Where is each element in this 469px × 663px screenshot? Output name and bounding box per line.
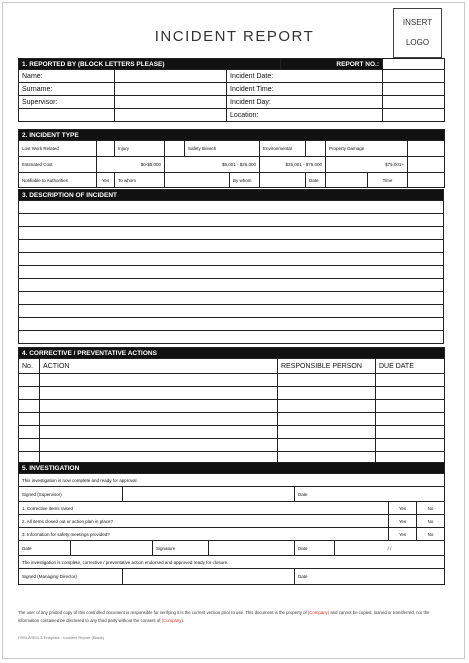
surname-field[interactable] — [115, 83, 227, 96]
type-environmental: Environmental — [260, 141, 306, 157]
check-1-no[interactable]: No — [417, 502, 445, 515]
check-1-label: 1. Corrective items raised — [19, 502, 389, 515]
cost-band-2: $5,001 - $25,000 — [165, 157, 260, 173]
cost-band-3: $25,001 - $75,000 — [260, 157, 326, 173]
type-safety-breach: Safety Breach — [185, 141, 260, 157]
type-property-damage-check[interactable] — [408, 141, 445, 157]
description-line[interactable] — [19, 214, 444, 227]
notify-time-label: Time — [368, 173, 408, 188]
supervisor-date-label: Date — [295, 487, 445, 502]
footer-disclaimer — [18, 609, 446, 625]
notifiable-label: Notifiable to Authorities — [19, 173, 97, 188]
section-3-header: 3. DESCRIPTION OF INCIDENT — [19, 190, 444, 201]
footer-company-2: (Company) — [161, 618, 183, 623]
description-line[interactable] — [19, 318, 444, 331]
supervisor-field[interactable] — [115, 96, 227, 109]
check-2-label: 2. All items closed out or action plan in place? — [19, 515, 389, 528]
to-whom-label: To whom — [115, 173, 165, 188]
check-3-yes[interactable]: Yes — [389, 528, 417, 541]
signed-director-field[interactable] — [123, 569, 295, 585]
description-line[interactable] — [19, 240, 444, 253]
type-environmental-check[interactable] — [306, 141, 326, 157]
incident-date-field[interactable] — [383, 70, 445, 83]
location-label: Location: — [227, 109, 383, 122]
section-1-header: 1. REPORTED BY (BLOCK LETTERS PLEASE) — [19, 59, 281, 70]
table-row — [19, 400, 445, 413]
blank-label — [19, 109, 115, 122]
estimated-cost-label: Estimated Cost — [19, 157, 97, 173]
description-line[interactable] — [19, 266, 444, 279]
check-3-no[interactable]: No — [417, 528, 445, 541]
signature-label: Signature — [153, 541, 209, 556]
closure-note: The investigation is complete, corrective / preventative action endorsed and approved ready for closure. — [19, 556, 445, 569]
notify-time-field[interactable] — [408, 173, 445, 188]
section-reported-by — [18, 58, 445, 122]
by-whom-label: By whom — [230, 173, 260, 188]
section-4-header: 4. CORRECTIVE / PREVENTATIVE ACTIONS — [19, 348, 445, 359]
incident-time-label: Incident Time: — [227, 83, 383, 96]
director-date-label: Date — [295, 569, 445, 585]
section-corrective-actions — [18, 347, 445, 465]
table-row — [19, 439, 445, 452]
type-property-damage: Property Damage — [326, 141, 408, 157]
type-lost-work: Lost Work Related — [19, 141, 97, 157]
section-incident-type — [18, 129, 445, 188]
col-due-date: DUE DATE — [376, 359, 445, 374]
notify-date-label: Date — [306, 173, 326, 188]
table-row — [19, 426, 445, 439]
description-line[interactable] — [19, 253, 444, 266]
incident-day-field[interactable] — [383, 96, 445, 109]
footer-company-1: (Company) — [307, 610, 330, 615]
signature-date-field[interactable]: / / — [335, 541, 445, 556]
page-title: INCIDENT REPORT — [154, 28, 315, 45]
col-no: No. — [19, 359, 40, 374]
signature-field[interactable] — [209, 541, 295, 556]
type-lost-work-check[interactable] — [97, 141, 115, 157]
table-row — [19, 387, 445, 400]
description-line[interactable] — [19, 227, 444, 240]
investigation-complete-note: This investigation is now complete and ready for approval. — [19, 474, 445, 487]
section-2-header: 2. INCIDENT TYPE — [19, 130, 445, 141]
check-date-field[interactable] — [71, 541, 153, 556]
table-row — [19, 374, 445, 387]
description-line[interactable] — [19, 201, 444, 214]
check-date-label: Date — [19, 541, 71, 556]
signed-supervisor-label: Signed (Supervisor) — [19, 487, 123, 502]
check-2-yes[interactable]: Yes — [389, 515, 417, 528]
type-injury-check[interactable] — [165, 141, 185, 157]
to-whom-field[interactable] — [165, 173, 230, 188]
check-3-label: 3. Information for safety meetings provided? — [19, 528, 389, 541]
logo-line-1: INSERT — [402, 18, 433, 27]
section-5-header: 5. INVESTIGATION — [19, 463, 445, 474]
footer-reference: FRM-A/IR/1.3 Template - Incident Report (Blank) — [18, 635, 105, 640]
section-investigation — [18, 462, 445, 585]
notifiable-yes[interactable]: Yes — [97, 173, 115, 188]
logo-line-2: LOGO — [405, 38, 430, 47]
report-no-label: REPORT NO.: — [281, 59, 383, 70]
logo-placeholder — [393, 8, 442, 58]
type-injury: Injury — [115, 141, 165, 157]
supervisor-label: Supervisor: — [19, 96, 115, 109]
col-action: ACTION — [40, 359, 278, 374]
name-field[interactable] — [115, 70, 227, 83]
footer-note-a: The user of any printed copy of this controlled document is responsible for verifying it is the current version prior to use. This document is the property of — [18, 610, 307, 615]
description-line[interactable] — [19, 279, 444, 292]
description-line[interactable] — [19, 331, 444, 344]
name-label: Name: — [19, 70, 115, 83]
location-field[interactable] — [383, 109, 445, 122]
signed-supervisor-field[interactable] — [123, 487, 295, 502]
incident-time-field[interactable] — [383, 83, 445, 96]
footer-note-b: and cannot be copied, loaned or transferred, nor the information contained be disclosed to any third party without the consent of — [18, 610, 430, 623]
table-row — [19, 413, 445, 426]
by-whom-field[interactable] — [260, 173, 306, 188]
col-responsible: RESPONSIBLE PERSON — [278, 359, 376, 374]
incident-date-label: Incident Date: — [227, 70, 383, 83]
signature-date-label: Date — [295, 541, 335, 556]
check-1-yes[interactable]: Yes — [389, 502, 417, 515]
notify-date-field[interactable] — [326, 173, 368, 188]
signed-director-label: Signed (Managing Director) — [19, 569, 123, 585]
surname-label: Surname: — [19, 83, 115, 96]
cost-band-4: $75,001+ — [326, 157, 408, 173]
report-no-field[interactable] — [383, 59, 445, 70]
cost-band-check[interactable] — [408, 157, 445, 173]
footer-note-end: . — [182, 618, 185, 623]
incident-day-label: Incident Day: — [227, 96, 383, 109]
description-line[interactable] — [19, 305, 444, 318]
check-2-no[interactable]: No — [417, 515, 445, 528]
description-line[interactable] — [19, 292, 444, 305]
cost-band-1: $0-$5,000 — [97, 157, 165, 173]
section-description — [18, 189, 444, 344]
blank-field — [115, 109, 227, 122]
